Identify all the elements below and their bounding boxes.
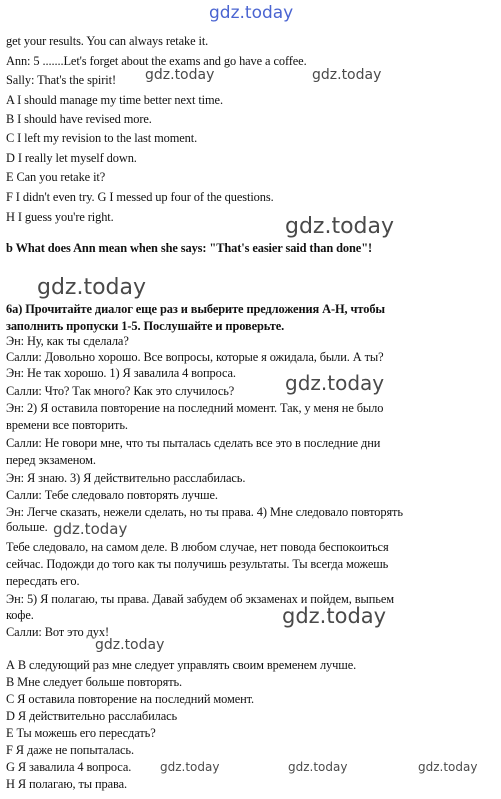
watermark: gdz.today xyxy=(145,67,215,83)
dialogue-line: Тебе следовало, на самом деле. В любом случае, нет повода беспокоиться xyxy=(6,540,389,554)
dialogue-line: сейчас. Подожди до того как ты получишь результаты. Ты всегда можешь xyxy=(6,557,389,571)
dialogue-line: перед экзаменом. xyxy=(6,453,96,467)
watermark: gdz.today xyxy=(312,67,382,83)
option-c: С Я оставила повторение на последний момент. xyxy=(6,692,255,706)
dialogue-line: кофе. xyxy=(6,608,34,622)
dialogue-line: Салли: Вот это дух! xyxy=(6,625,110,639)
dialogue-line: Эн: 5) Я полагаю, ты права. Давай забудем об экзаменах и пойдем, выпьем xyxy=(6,592,394,606)
option-c: C I left my revision to the last moment. xyxy=(6,131,198,145)
watermark: gdz.today xyxy=(285,214,395,239)
dialogue-line: Салли: Не говори мне, что ты пыталась сделать все это в последние дни xyxy=(6,436,381,450)
dialogue-line: Эн: Легче сказать, нежели сделать, но ты права. 4) Мне следовало повторять xyxy=(6,505,403,519)
watermark: gdz.today xyxy=(160,760,220,774)
option-b: В Мне следует больше повторять. xyxy=(6,675,183,689)
option-b: B I should have revised more. xyxy=(6,112,152,126)
watermark: gdz.today xyxy=(288,760,348,774)
dialogue-line: Эн: Не так хорошо. 1) Я завалила 4 вопроса. xyxy=(6,366,236,380)
watermark: gdz.today xyxy=(53,520,128,538)
dialogue-line: Салли: Тебе следовало повторять лучше. xyxy=(6,488,218,502)
option-a: А В следующий раз мне следует управлять своим временем лучше. xyxy=(6,658,357,672)
option-a: A I should manage my time better next time. xyxy=(6,93,223,107)
dialogue-line: Салли: Довольно хорошо. Все вопросы, которые я ожидала, были. А ты? xyxy=(6,350,384,364)
option-d: D I really let myself down. xyxy=(6,151,137,165)
dialogue-line: Эн: 2) Я оставила повторение на последний момент. Так, у меня не было xyxy=(6,401,384,415)
dialogue-line: Эн: Я знаю. 3) Я действительно расслабилась. xyxy=(6,471,246,485)
task-b-heading: b What does Ann mean when she says: "That's easier said than done"! xyxy=(6,241,372,255)
option-e: E Can you retake it? xyxy=(6,170,106,184)
dialogue-line: Салли: Что? Так много? Как это случилось? xyxy=(6,384,235,398)
option-f-g: F I didn't even try. G I messed up four of the questions. xyxy=(6,190,274,204)
text-line: get your results. You can always retake it. xyxy=(6,34,209,48)
dialogue-line: времени все повторить. xyxy=(6,418,128,432)
watermark: gdz.today xyxy=(37,275,147,300)
watermark: gdz.today xyxy=(418,760,478,774)
task-heading: заполнить пропуски 1-5. Послушайте и проверьте. xyxy=(6,319,285,333)
option-d: D Я действительно расслабилась xyxy=(6,709,178,723)
dialogue-line: Sally: That's the spirit! xyxy=(6,73,116,87)
option-h: Н Я полагаю, ты права. xyxy=(6,777,128,791)
dialogue-line: Ann: 5 .......Let's forget about the exams and go have a coffee. xyxy=(6,54,307,68)
dialogue-line: Эн: Ну, как ты сделала? xyxy=(6,334,129,348)
option-e: Е Ты можешь его пересдать? xyxy=(6,726,156,740)
watermark: gdz.today xyxy=(209,3,294,23)
dialogue-line: пересдать его. xyxy=(6,574,80,588)
dialogue-line: больше. xyxy=(6,520,48,534)
option-h: H I guess you're right. xyxy=(6,210,114,224)
task-heading: 6а) Прочитайте диалог еще раз и выберите предложения А-Н, чтобы xyxy=(6,302,386,316)
option-g: G Я завалила 4 вопроса. xyxy=(6,760,132,774)
watermark: gdz.today xyxy=(95,637,165,653)
option-f: F Я даже не попыталась. xyxy=(6,743,134,757)
watermark: gdz.today xyxy=(285,371,385,395)
watermark: gdz.today xyxy=(282,604,387,628)
